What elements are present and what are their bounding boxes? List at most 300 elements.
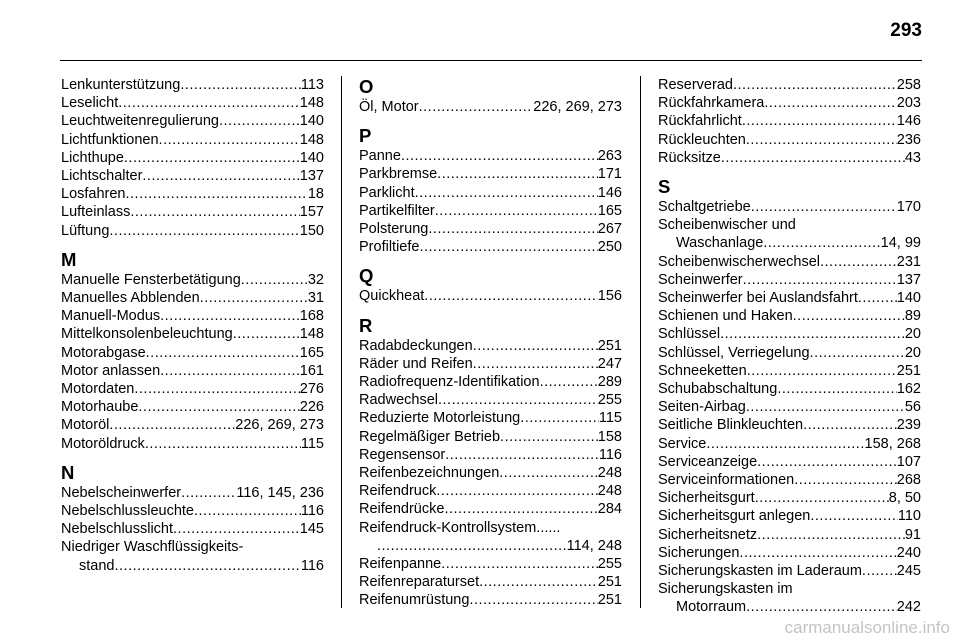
- index-entry-term: Schneeketten: [658, 362, 747, 379]
- index-entry-pages: 107: [896, 453, 921, 470]
- index-entry: [658, 289, 921, 307]
- index-entry: [658, 234, 921, 252]
- index-entry-pages: 157: [299, 204, 324, 221]
- index-entry-term: Regensensor: [359, 446, 446, 463]
- index-entry: [658, 598, 921, 616]
- dot-leader: [114, 557, 300, 575]
- index-entry-term: Reifendruck-Kontrollsystem......: [359, 519, 561, 536]
- index-entry: [359, 537, 622, 555]
- index-entry-pages: 115: [300, 435, 324, 452]
- index-entry-pages: 165: [299, 344, 324, 361]
- index-entry-pages: 268: [896, 472, 921, 489]
- index-entry: [61, 398, 324, 416]
- dot-leader: [733, 76, 897, 94]
- index-entry-pages: 32: [307, 271, 324, 288]
- index-entry-pages: 148: [299, 95, 324, 112]
- dot-leader: [126, 185, 308, 203]
- index-entry-pages: 236: [896, 131, 921, 148]
- index-entry-term: Niedriger Waschflüssigkeits-: [61, 539, 244, 556]
- index-entry-term: Reserverad: [658, 77, 733, 93]
- index-entry: [61, 94, 324, 112]
- index-entry: [61, 167, 324, 185]
- index-entry-term: Motorabgase: [61, 344, 146, 361]
- index-entry-term: Motoröl: [61, 417, 110, 434]
- dot-leader: [755, 489, 889, 507]
- index-entry-term: Parkbremse: [359, 166, 438, 183]
- index-entry-term: Räder und Reifen: [359, 355, 473, 372]
- dot-leader: [377, 537, 567, 555]
- index-letter-heading: Q: [359, 265, 374, 287]
- index-entry-pages: 284: [597, 501, 622, 518]
- index-entry-term: Reduzierte Motorleistung: [359, 410, 521, 427]
- index-entry: [359, 573, 622, 591]
- index-entry-pages: 91: [904, 526, 921, 543]
- index-entry-pages: 110: [897, 508, 921, 525]
- index-entry-pages: 20: [904, 344, 921, 361]
- index-entry-pages: 161: [299, 362, 324, 379]
- dot-leader: [438, 391, 598, 409]
- dot-leader: [746, 398, 905, 416]
- index-entry-pages: 145: [299, 521, 324, 538]
- index-entry-pages: 43: [904, 149, 921, 166]
- index-entry: [359, 220, 622, 238]
- index-entry: [61, 76, 324, 94]
- dot-leader: [441, 555, 598, 573]
- index-entry-pages: 140: [299, 113, 324, 130]
- index-entry: [658, 271, 921, 289]
- index-letter-heading: R: [359, 314, 373, 336]
- index-entry-pages: 248: [597, 465, 622, 482]
- index-entry-term: Manuelles Abblenden: [61, 290, 200, 307]
- index-entry: [658, 362, 921, 380]
- index-entry-term: Rückleuchten: [658, 131, 746, 148]
- dot-leader: [241, 271, 308, 289]
- dot-leader: [194, 502, 301, 520]
- index-entry-term: Schubabschaltung: [658, 381, 778, 398]
- index-entry: [359, 165, 622, 183]
- index-entry-pages: 251: [597, 574, 622, 591]
- index-entry: [658, 198, 921, 216]
- index-entry-pages: 251: [597, 592, 622, 609]
- index-entry-term: Partikelfilter: [359, 202, 435, 219]
- dot-leader: [445, 446, 599, 464]
- index-entry-pages: 140: [299, 149, 324, 166]
- footer-watermark: carmanualsonline.info: [784, 618, 950, 637]
- column-divider-2: [640, 76, 641, 608]
- dot-leader: [742, 112, 897, 130]
- index-entry-term: Schienen und Haken: [658, 308, 793, 325]
- dot-leader: [173, 520, 300, 538]
- index-entry-term: Mittelkonsolenbeleuchtung: [61, 326, 233, 343]
- index-letter-heading: S: [658, 176, 671, 198]
- index-entry: [658, 526, 921, 544]
- page-number: 293: [890, 20, 922, 41]
- dot-leader: [803, 416, 897, 434]
- dot-leader: [757, 453, 897, 471]
- dot-leader: [444, 500, 597, 518]
- dot-leader: [181, 484, 236, 502]
- index-entry: [359, 555, 622, 573]
- index-entry-term: Reifenumrüstung: [359, 592, 470, 609]
- index-entry-term: Radabdeckungen: [359, 337, 473, 354]
- index-entry-term: Lichtfunktionen: [61, 131, 159, 148]
- index-entry-pages: 20: [904, 326, 921, 343]
- dot-leader: [401, 147, 598, 165]
- index-entry-pages: 113: [300, 77, 324, 93]
- dot-leader: [130, 203, 299, 221]
- index-entry-pages: 258: [896, 77, 921, 93]
- dot-leader: [747, 362, 897, 380]
- index-entry-pages: 203: [896, 95, 921, 112]
- index-entry-pages: 158, 268: [864, 435, 921, 452]
- index-letter-heading: N: [61, 461, 75, 483]
- dot-leader: [794, 471, 897, 489]
- index-entry: [61, 112, 324, 130]
- index-entry-pages: 148: [299, 131, 324, 148]
- index-entry: [658, 453, 921, 471]
- index-entry-pages: 14, 99: [880, 235, 921, 252]
- dot-leader: [810, 344, 905, 362]
- dot-leader: [739, 544, 896, 562]
- index-entry-pages: 267: [597, 221, 622, 238]
- index-entry: [658, 131, 921, 149]
- index-entry-pages: 137: [896, 271, 921, 288]
- index-entry-term: Sicherungskasten im Laderaum: [658, 563, 862, 580]
- dot-leader: [810, 507, 898, 525]
- dot-leader: [142, 167, 299, 185]
- index-entry-term: Lenkunterstützung: [61, 77, 181, 93]
- index-entry: [61, 185, 324, 203]
- index-entry: [61, 289, 324, 307]
- index-entry-term: Regelmäßiger Betrieb: [359, 428, 501, 445]
- index-entry-pages: 8, 50: [888, 490, 921, 507]
- index-entry-term: Sicherheitsnetz: [658, 526, 758, 543]
- index-entry-term: Waschanlage: [676, 235, 764, 252]
- index-entry-pages: 115: [598, 410, 622, 427]
- dot-leader: [473, 337, 598, 355]
- index-entry-term: Service: [658, 435, 707, 452]
- index-entry-term: Sicherungen: [658, 544, 740, 561]
- index-entry: [359, 446, 622, 464]
- index-entry-pages: 239: [896, 417, 921, 434]
- index-entry-term: Parklicht: [359, 184, 415, 201]
- index-entry-term: Nebelscheinwerfer: [61, 484, 182, 501]
- dot-leader: [160, 307, 300, 325]
- dot-leader: [743, 271, 897, 289]
- dot-leader: [415, 184, 598, 202]
- index-entry-pages: 251: [597, 337, 622, 354]
- index-entry: [658, 489, 921, 507]
- index-entry-term: Motordaten: [61, 381, 135, 398]
- index-column-3: [658, 76, 921, 617]
- index-entry-term: Scheinwerfer: [658, 271, 743, 288]
- index-entry-term: Leselicht: [61, 95, 119, 112]
- index-entry-pages: 226: [299, 399, 324, 416]
- index-entry-term: Nebelschlusslicht: [61, 521, 174, 538]
- index-entry-term: Reifenreparaturset: [359, 574, 480, 591]
- index-entry: [359, 373, 622, 391]
- index-entry-pages: 165: [597, 202, 622, 219]
- index-entry: [61, 557, 324, 575]
- index-entry-term: Lufteinlass: [61, 204, 131, 221]
- index-entry: [658, 562, 921, 580]
- dot-leader: [473, 355, 598, 373]
- dot-leader: [134, 380, 299, 398]
- index-entry-pages: 251: [896, 362, 921, 379]
- index-entry-pages: 263: [597, 148, 622, 165]
- index-entry: [61, 344, 324, 362]
- index-entry-term: Sicherheitsgurt: [658, 490, 755, 507]
- dot-leader: [180, 76, 301, 94]
- index-entry-pages: 114, 248: [566, 537, 622, 554]
- index-entry-pages: 226, 269, 273: [533, 99, 622, 115]
- index-entry-pages: 56: [904, 399, 921, 416]
- index-entry: [658, 253, 921, 271]
- index-entry: [658, 435, 921, 453]
- index-entry-term: Serviceanzeige: [658, 453, 758, 470]
- index-entry: [359, 355, 622, 373]
- index-entry-pages: 116: [300, 503, 324, 520]
- index-entry: [61, 362, 324, 380]
- dot-leader: [419, 238, 597, 256]
- index-entry-term: Lüftung: [61, 222, 110, 239]
- index-entry: [61, 435, 324, 453]
- index-entry: [61, 416, 324, 434]
- dot-leader: [540, 373, 598, 391]
- dot-leader: [160, 362, 300, 380]
- dot-leader: [109, 222, 299, 240]
- index-entry-term: Lichthupe: [61, 149, 124, 166]
- index-entry-term: Leuchtweitenregulierung: [61, 113, 219, 130]
- index-entry-term: Reifenpanne: [359, 556, 442, 573]
- index-entry-term: Motorraum: [676, 599, 747, 616]
- index-entry: [61, 222, 324, 240]
- index-entry: [359, 202, 622, 220]
- index-entry-pages: 289: [597, 374, 622, 391]
- index-entry-pages: 137: [299, 168, 324, 185]
- index-entry-term: Radiofrequenz-Identifikation: [359, 374, 540, 391]
- index-entry: [359, 287, 622, 305]
- index-entry: [658, 112, 921, 130]
- index-entry-term: Reifendruck: [359, 483, 437, 500]
- dot-leader: [109, 416, 235, 434]
- index-entry: [61, 520, 324, 538]
- index-entry-term: Rückfahrkamera: [658, 95, 765, 112]
- index-entry-term: Serviceinformationen: [658, 472, 795, 489]
- dot-leader: [145, 435, 301, 453]
- index-entry-term: Panne: [359, 148, 401, 165]
- index-entry-term: Radwechsel: [359, 392, 438, 409]
- index-entry-pages: 255: [597, 556, 622, 573]
- index-entry-pages: 240: [896, 544, 921, 561]
- index-entry-pages: 247: [597, 355, 622, 372]
- index-entry-pages: 140: [896, 290, 921, 307]
- index-entry-term: Motoröldruck: [61, 435, 145, 452]
- dot-leader: [479, 573, 598, 591]
- index-entry: [658, 325, 921, 343]
- index-entry-pages: 89: [904, 308, 921, 325]
- index-entry: [359, 409, 622, 427]
- index-entry: [359, 482, 622, 500]
- index-entry: [359, 464, 622, 482]
- index-entry-pages: 245: [896, 563, 921, 580]
- index-entry: [359, 98, 622, 116]
- index-entry-term: Schaltgetriebe: [658, 199, 751, 216]
- index-entry-pages: 226, 269, 273: [235, 417, 324, 434]
- index-entry-pages: 116: [300, 557, 324, 574]
- index-entry-pages: 248: [597, 483, 622, 500]
- dot-leader: [820, 253, 897, 271]
- index-entry: [359, 238, 622, 256]
- index-entry: [658, 344, 921, 362]
- dot-leader: [159, 131, 300, 149]
- dot-leader: [146, 344, 300, 362]
- dot-leader: [746, 131, 897, 149]
- index-letter-heading: P: [359, 125, 372, 147]
- dot-leader: [469, 591, 597, 609]
- dot-leader: [219, 112, 300, 130]
- dot-leader: [858, 289, 897, 307]
- index-entry-pages: 18: [307, 186, 324, 203]
- index-entry: [658, 380, 921, 398]
- dot-leader: [764, 94, 896, 112]
- index-entry-term: Rücksitze: [658, 149, 721, 166]
- index-entry-term: Nebelschlussleuchte: [61, 503, 194, 520]
- index-entry-pages: 146: [896, 113, 921, 130]
- index-entry-pages: 171: [597, 166, 622, 183]
- dot-leader: [777, 380, 896, 398]
- index-entry-pages: 148: [299, 326, 324, 343]
- index-entry-term: Motorhaube: [61, 399, 139, 416]
- index-entry: [359, 500, 622, 518]
- dot-leader: [721, 149, 905, 167]
- index-letter-heading: M: [61, 248, 77, 270]
- index-entry-pages: 146: [597, 184, 622, 201]
- index-entry: [61, 325, 324, 343]
- index-entry-term: Reifenbezeichnungen: [359, 465, 500, 482]
- index-entry-term: Scheibenwischer und: [658, 217, 796, 234]
- dot-leader: [500, 428, 598, 446]
- index-entry: [359, 184, 622, 202]
- index-entry-pages: 156: [597, 288, 622, 305]
- dot-leader: [751, 198, 897, 216]
- index-entry: [658, 398, 921, 416]
- index-entry-term: Sicherheitsgurt anlegen: [658, 508, 811, 525]
- index-entry-pages: 168: [299, 308, 324, 325]
- dot-leader: [793, 307, 905, 325]
- index-entry: [658, 307, 921, 325]
- index-entry-term: Schlüssel, Verriegelung: [658, 344, 810, 361]
- index-entry-term: Scheinwerfer bei Auslandsfahrt: [658, 290, 858, 307]
- index-entry: [658, 471, 921, 489]
- index-entry-term: Losfahren: [61, 186, 126, 203]
- dot-leader: [435, 202, 598, 220]
- index-entry: [359, 591, 622, 609]
- dot-leader: [436, 482, 597, 500]
- index-entry-term: stand: [79, 557, 115, 574]
- dot-leader: [763, 234, 880, 252]
- dot-leader: [200, 289, 308, 307]
- dot-leader: [118, 94, 300, 112]
- index-entry: [359, 337, 622, 355]
- dot-leader: [419, 98, 534, 116]
- index-entry-term: Manuell-Modus: [61, 308, 161, 325]
- index-entry: [658, 544, 921, 562]
- index-entry-term: Manuelle Fensterbetätigung: [61, 271, 241, 288]
- header-rule: [60, 60, 922, 61]
- index-entry-term: Quickheat: [359, 288, 425, 305]
- index-entry-pages: 162: [896, 381, 921, 398]
- index-column-1: [61, 76, 324, 575]
- index-entry-term: Seiten-Airbag: [658, 399, 746, 416]
- index-entry-term: Polsterung: [359, 221, 429, 238]
- index-entry-pages: 231: [896, 253, 921, 270]
- index-entry: [658, 94, 921, 112]
- index-entry: [359, 428, 622, 446]
- index-entry: [61, 380, 324, 398]
- index-entry: [658, 507, 921, 525]
- index-entry: [658, 149, 921, 167]
- index-entry: [61, 271, 324, 289]
- index-entry-term: Motor anlassen: [61, 362, 161, 379]
- index-entry: [61, 502, 324, 520]
- index-entry-term: Schlüssel: [658, 326, 721, 343]
- dot-leader: [424, 287, 598, 305]
- dot-leader: [124, 149, 300, 167]
- index-entry-pages: 276: [299, 381, 324, 398]
- index-entry: [658, 416, 921, 434]
- dot-leader: [138, 398, 299, 416]
- index-entry-pages: 170: [896, 199, 921, 216]
- index-entry: [61, 307, 324, 325]
- index-entry-pages: 250: [597, 239, 622, 256]
- index-entry-pages: 116: [598, 446, 622, 463]
- dot-leader: [499, 464, 598, 482]
- index-entry-term: Lichtschalter: [61, 168, 143, 185]
- dot-leader: [757, 526, 905, 544]
- index-entry-pages: 31: [307, 290, 324, 307]
- index-entry-pages: 255: [597, 392, 622, 409]
- index-entry-term: Scheibenwischerwechsel: [658, 253, 820, 270]
- index-entry: [61, 149, 324, 167]
- index-entry: [658, 76, 921, 94]
- index-entry-pages: 116, 145, 236: [236, 484, 324, 501]
- index-entry-term: Rückfahrlicht: [658, 113, 742, 130]
- index-entry-term: Öl, Motor: [359, 99, 419, 115]
- dot-leader: [862, 562, 897, 580]
- dot-leader: [233, 325, 300, 343]
- index-entry-term: Reifendrücke: [359, 501, 445, 518]
- dot-leader: [520, 409, 599, 427]
- index-entry: [359, 147, 622, 165]
- index-entry-pages: 150: [299, 222, 324, 239]
- index-entry-term: Sicherungskasten im: [658, 581, 793, 598]
- index-entry-pages: 242: [896, 599, 921, 616]
- index-letter-heading: O: [359, 76, 374, 97]
- index-entry-pages: 158: [597, 428, 622, 445]
- index-entry-term: Profiltiefe: [359, 239, 420, 256]
- index-column-2: [359, 76, 622, 610]
- dot-leader: [437, 165, 598, 183]
- dot-leader: [746, 598, 897, 616]
- index-entry: [61, 131, 324, 149]
- index-entry: [61, 484, 324, 502]
- column-divider-1: [341, 76, 342, 608]
- index-entry: [359, 391, 622, 409]
- index-entry-term: Seitliche Blinkleuchten: [658, 417, 804, 434]
- dot-leader: [720, 325, 905, 343]
- dot-leader: [706, 435, 864, 453]
